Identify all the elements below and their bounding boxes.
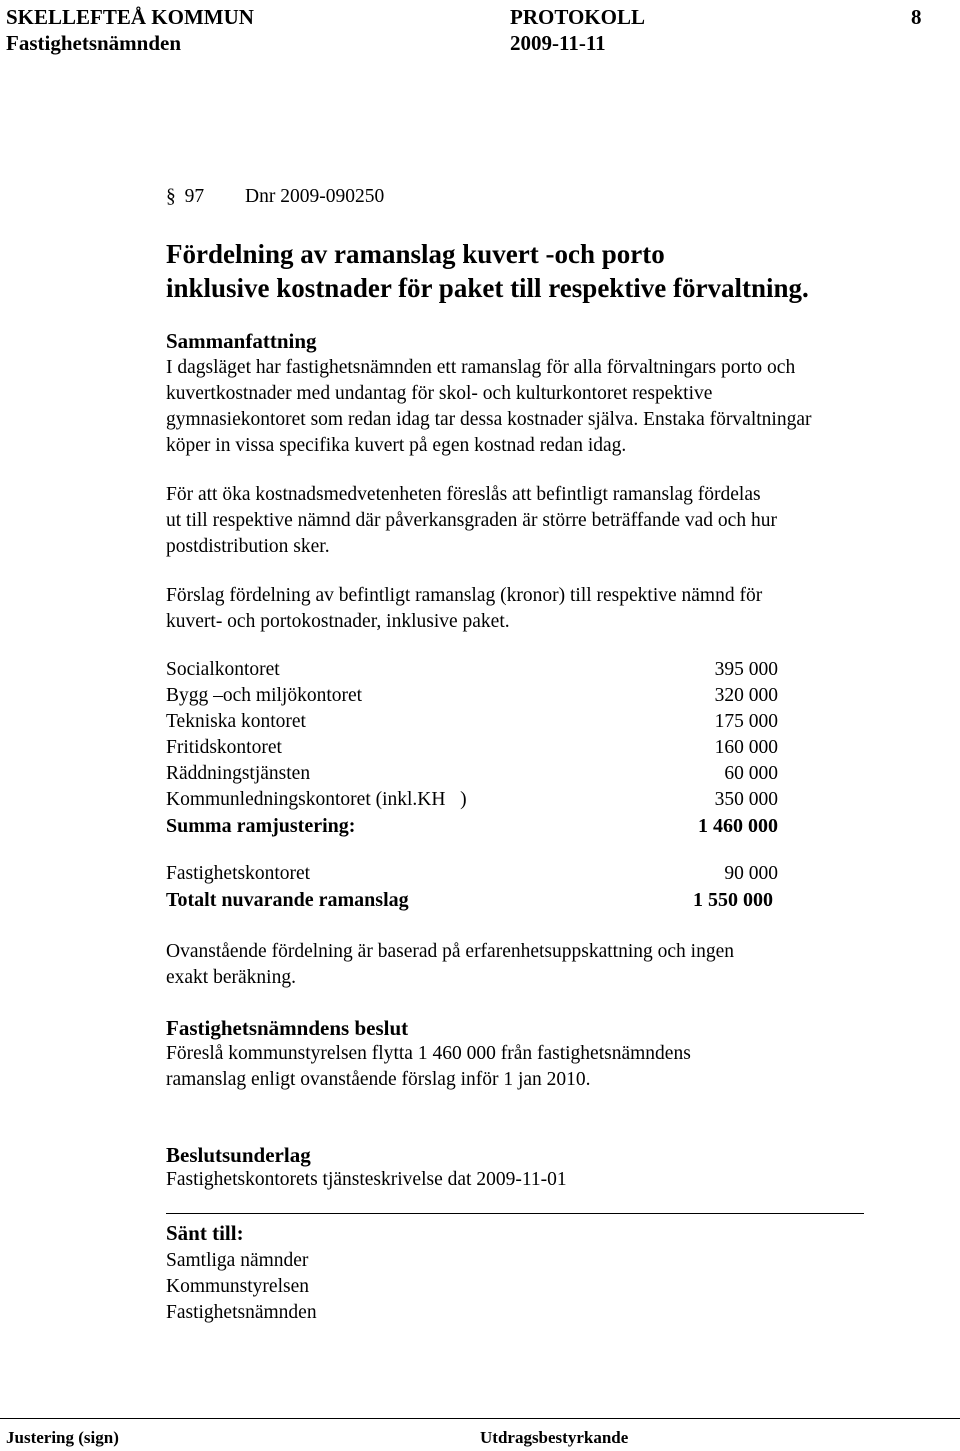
recipient: Samtliga nämnder xyxy=(166,1250,309,1271)
separator-line xyxy=(166,1213,864,1214)
paragraph-line: För att öka kostnadsmedvetenheten föreslås att befintligt ramanslag fördelas xyxy=(166,484,761,505)
recipient: Fastighetsnämnden xyxy=(166,1302,317,1323)
allocation-amount: 175 000 xyxy=(714,711,778,732)
footer-rule xyxy=(0,1418,960,1419)
allocation-label: Socialkontoret xyxy=(166,659,280,680)
paragraph-line: Föreslå kommunstyrelsen flytta 1 460 000 från fastighetsnämndens xyxy=(166,1043,691,1064)
sum-label: Summa ramjustering: xyxy=(166,815,356,837)
document-title-line-1: Fördelning av ramanslag kuvert -och porto xyxy=(166,239,665,269)
recipient-list xyxy=(166,1248,926,1326)
sum-row xyxy=(166,813,778,839)
allocation-label: Tekniska kontoret xyxy=(166,711,306,732)
meeting-date: 2009-11-11 xyxy=(510,31,606,55)
allocation-label: Kommunledningskontoret (inkl.KH ) xyxy=(166,789,467,810)
total-amount: 1 550 000 xyxy=(693,889,773,911)
recipient: Kommunstyrelsen xyxy=(166,1276,309,1297)
paragraph-line: ramanslag enligt ovanstående förslag inför 1 jan 2010. xyxy=(166,1069,591,1090)
cost-awareness-paragraph xyxy=(166,482,926,560)
case-number: Dnr 2009-090250 xyxy=(245,186,385,207)
paragraph-number: 97 xyxy=(184,186,205,207)
estimate-note-paragraph xyxy=(166,939,926,991)
paragraph-line: kuvert- och portokostnader, inklusive paket. xyxy=(166,611,510,632)
paragraph-line: Förslag fördelning av befintligt ramanslag (kronor) till respektive nämnd för xyxy=(166,585,763,606)
allocation-amount: 320 000 xyxy=(714,685,778,706)
committee-name: Fastighetsnämnden xyxy=(6,31,182,55)
paragraph-line: Ovanstående fördelning är baserad på erfarenhetsuppskattning och ingen xyxy=(166,941,734,962)
summary-line: I dagsläget har fastighetsnämnden ett ramanslag för alla förvaltningars porto och xyxy=(166,357,796,378)
total-row xyxy=(166,887,773,913)
summary-heading: Sammanfattning xyxy=(166,329,317,353)
summary-line: kuvertkostnader med undantag för skol- och kulturkontoret respektive xyxy=(166,383,713,404)
allocation-amount: 395 000 xyxy=(714,659,778,680)
allocation-row xyxy=(166,709,778,735)
allocation-amount: 350 000 xyxy=(714,789,778,810)
allocation-row xyxy=(166,735,778,761)
total-label: Totalt nuvarande ramanslag xyxy=(166,889,409,911)
allocation-row xyxy=(166,787,778,813)
proposal-paragraph xyxy=(166,583,926,635)
summary-paragraph xyxy=(166,355,926,459)
decision-paragraph xyxy=(166,1041,926,1093)
property-office-label: Fastighetskontoret xyxy=(166,863,311,884)
summary-line: köper in vissa specifika kuvert på egen kostnad redan idag. xyxy=(166,435,627,456)
allocation-label: Räddningstjänsten xyxy=(166,763,311,784)
footer-certification-label: Utdragsbestyrkande xyxy=(480,1428,629,1447)
property-office-amount: 90 000 xyxy=(724,863,778,884)
basis-heading: Beslutsunderlag xyxy=(166,1143,311,1167)
allocation-row xyxy=(166,761,778,787)
summary-line: gymnasiekontoret som redan idag tar dessa kostnader själva. Enstaka förvaltningar xyxy=(166,409,812,430)
paragraph-line: exakt beräkning. xyxy=(166,967,296,988)
allocation-amount: 160 000 xyxy=(714,737,778,758)
document-type: PROTOKOLL xyxy=(510,5,645,29)
section-header xyxy=(166,184,384,210)
sent-to-heading: Sänt till: xyxy=(166,1221,244,1245)
allocation-amount: 60 000 xyxy=(724,763,778,784)
allocation-row xyxy=(166,683,778,709)
document-title-line-2: inklusive kostnader för paket till respektive förvaltning. xyxy=(166,273,809,303)
footer-signature-label: Justering (sign) xyxy=(6,1428,119,1447)
basis-text: Fastighetskontorets tjänsteskrivelse dat 2009-11-01 xyxy=(166,1169,567,1190)
sum-amount: 1 460 000 xyxy=(698,815,778,837)
municipality-name: SKELLEFTEÅ KOMMUN xyxy=(6,5,254,29)
paragraph-line: postdistribution sker. xyxy=(166,536,330,557)
property-office-row xyxy=(166,861,778,887)
allocation-label: Fritidskontoret xyxy=(166,737,282,758)
allocation-label: Bygg –och miljökontoret xyxy=(166,685,363,706)
allocation-row xyxy=(166,657,778,683)
decision-heading: Fastighetsnämndens beslut xyxy=(166,1016,409,1040)
paragraph-mark: § xyxy=(166,186,176,207)
paragraph-line: ut till respektive nämnd där påverkansgraden är större beträffande vad och hur xyxy=(166,510,777,531)
page-number: 8 xyxy=(911,5,922,29)
